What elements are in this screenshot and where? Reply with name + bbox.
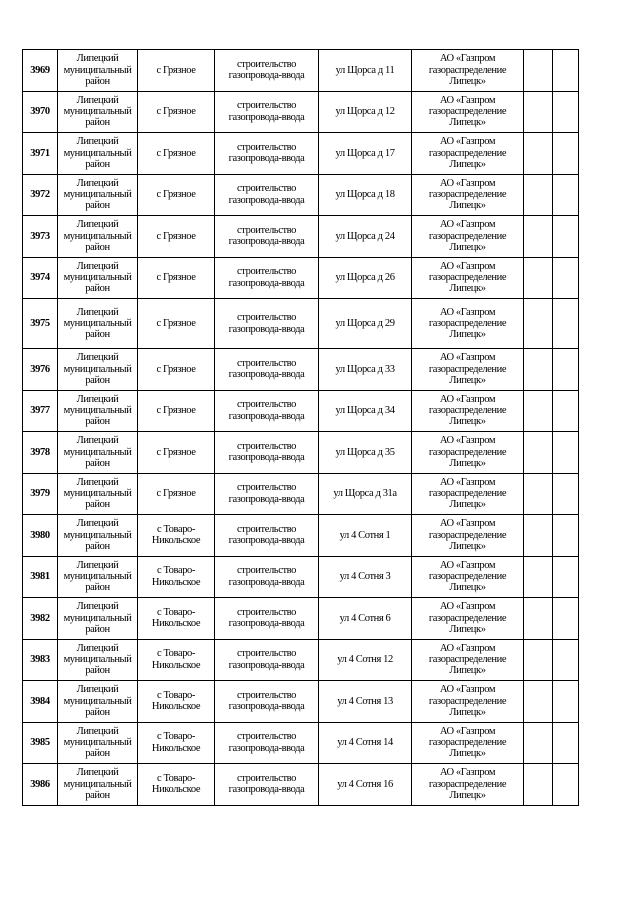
empty-cell	[524, 91, 553, 133]
settlement-cell: с Грязное	[138, 50, 215, 92]
table-row	[23, 349, 579, 391]
table-row	[23, 257, 579, 299]
settlement-cell: с Грязное	[138, 257, 215, 299]
empty-cell	[524, 174, 553, 216]
district-cell: Липецкий муниципальный район	[58, 764, 138, 806]
settlement-cell: с Грязное	[138, 473, 215, 515]
work-type-cell: строительство газопровода-ввода	[215, 299, 319, 349]
district-cell: Липецкий муниципальный район	[58, 556, 138, 598]
district-cell: Липецкий муниципальный район	[58, 299, 138, 349]
owner-cell: АО «Газпром газораспределение Липецк»	[412, 515, 524, 557]
empty-cell	[553, 432, 579, 474]
settlement-cell: с Товаро-Никольское	[138, 515, 215, 557]
empty-cell	[553, 681, 579, 723]
settlement-cell: с Грязное	[138, 349, 215, 391]
empty-cell	[553, 515, 579, 557]
address-cell: ул Щорса д 12	[319, 91, 412, 133]
district-cell: Липецкий муниципальный район	[58, 349, 138, 391]
district-cell: Липецкий муниципальный район	[58, 133, 138, 175]
empty-cell	[524, 299, 553, 349]
empty-cell	[553, 50, 579, 92]
work-type-cell: строительство газопровода-ввода	[215, 639, 319, 681]
work-type-cell: строительство газопровода-ввода	[215, 432, 319, 474]
work-type-cell: строительство газопровода-ввода	[215, 598, 319, 640]
owner-cell: АО «Газпром газораспределение Липецк»	[412, 681, 524, 723]
empty-cell	[553, 598, 579, 640]
table-row	[23, 639, 579, 681]
owner-cell: АО «Газпром газораспределение Липецк»	[412, 299, 524, 349]
table-row	[23, 216, 579, 258]
owner-cell: АО «Газпром газораспределение Липецк»	[412, 473, 524, 515]
empty-cell	[553, 299, 579, 349]
row-number: 3985	[23, 722, 58, 764]
empty-cell	[524, 515, 553, 557]
empty-cell	[524, 473, 553, 515]
settlement-cell: с Грязное	[138, 174, 215, 216]
settlement-cell: с Грязное	[138, 216, 215, 258]
work-type-cell: строительство газопровода-ввода	[215, 515, 319, 557]
district-cell: Липецкий муниципальный район	[58, 50, 138, 92]
work-type-cell: строительство газопровода-ввода	[215, 764, 319, 806]
table-row	[23, 722, 579, 764]
district-cell: Липецкий муниципальный район	[58, 639, 138, 681]
empty-cell	[553, 174, 579, 216]
work-type-cell: строительство газопровода-ввода	[215, 349, 319, 391]
empty-cell	[553, 639, 579, 681]
row-number: 3976	[23, 349, 58, 391]
settlement-cell: с Грязное	[138, 133, 215, 175]
table-row	[23, 681, 579, 723]
empty-cell	[553, 764, 579, 806]
owner-cell: АО «Газпром газораспределение Липецк»	[412, 50, 524, 92]
district-cell: Липецкий муниципальный район	[58, 432, 138, 474]
settlement-cell: с Грязное	[138, 91, 215, 133]
district-cell: Липецкий муниципальный район	[58, 390, 138, 432]
empty-cell	[524, 257, 553, 299]
empty-cell	[553, 390, 579, 432]
district-cell: Липецкий муниципальный район	[58, 473, 138, 515]
table-row	[23, 50, 579, 92]
owner-cell: АО «Газпром газораспределение Липецк»	[412, 349, 524, 391]
work-type-cell: строительство газопровода-ввода	[215, 133, 319, 175]
owner-cell: АО «Газпром газораспределение Липецк»	[412, 556, 524, 598]
work-type-cell: строительство газопровода-ввода	[215, 257, 319, 299]
settlement-cell: с Товаро-Никольское	[138, 556, 215, 598]
row-number: 3975	[23, 299, 58, 349]
empty-cell	[553, 91, 579, 133]
settlement-cell: с Товаро-Никольское	[138, 681, 215, 723]
address-cell: ул Щорса д 31а	[319, 473, 412, 515]
owner-cell: АО «Газпром газораспределение Липецк»	[412, 639, 524, 681]
row-number: 3979	[23, 473, 58, 515]
table-row	[23, 91, 579, 133]
settlement-cell: с Товаро-Никольское	[138, 722, 215, 764]
empty-cell	[524, 216, 553, 258]
table-row	[23, 390, 579, 432]
district-cell: Липецкий муниципальный район	[58, 722, 138, 764]
empty-cell	[524, 349, 553, 391]
table-row	[23, 764, 579, 806]
work-type-cell: строительство газопровода-ввода	[215, 50, 319, 92]
empty-cell	[553, 133, 579, 175]
empty-cell	[524, 764, 553, 806]
owner-cell: АО «Газпром газораспределение Липецк»	[412, 174, 524, 216]
row-number: 3980	[23, 515, 58, 557]
district-cell: Липецкий муниципальный район	[58, 257, 138, 299]
row-number: 3986	[23, 764, 58, 806]
district-cell: Липецкий муниципальный район	[58, 174, 138, 216]
settlement-cell: с Товаро-Никольское	[138, 639, 215, 681]
empty-cell	[524, 598, 553, 640]
owner-cell: АО «Газпром газораспределение Липецк»	[412, 216, 524, 258]
empty-cell	[524, 722, 553, 764]
empty-cell	[553, 722, 579, 764]
address-cell: ул 4 Сотня 3	[319, 556, 412, 598]
district-cell: Липецкий муниципальный район	[58, 91, 138, 133]
table-row	[23, 598, 579, 640]
row-number: 3978	[23, 432, 58, 474]
empty-cell	[553, 349, 579, 391]
empty-cell	[553, 216, 579, 258]
empty-cell	[524, 639, 553, 681]
row-number: 3981	[23, 556, 58, 598]
row-number: 3970	[23, 91, 58, 133]
address-cell: ул 4 Сотня 12	[319, 639, 412, 681]
row-number: 3974	[23, 257, 58, 299]
settlement-cell: с Грязное	[138, 390, 215, 432]
work-type-cell: строительство газопровода-ввода	[215, 473, 319, 515]
owner-cell: АО «Газпром газораспределение Липецк»	[412, 722, 524, 764]
work-type-cell: строительство газопровода-ввода	[215, 91, 319, 133]
work-type-cell: строительство газопровода-ввода	[215, 216, 319, 258]
empty-cell	[553, 473, 579, 515]
table-row	[23, 133, 579, 175]
owner-cell: АО «Газпром газораспределение Липецк»	[412, 133, 524, 175]
address-cell: ул Щорса д 35	[319, 432, 412, 474]
table-row	[23, 299, 579, 349]
empty-cell	[524, 133, 553, 175]
table-row	[23, 174, 579, 216]
row-number: 3973	[23, 216, 58, 258]
address-cell: ул Щорса д 34	[319, 390, 412, 432]
registry-table	[22, 49, 579, 806]
address-cell: ул Щорса д 26	[319, 257, 412, 299]
owner-cell: АО «Газпром газораспределение Липецк»	[412, 598, 524, 640]
district-cell: Липецкий муниципальный район	[58, 598, 138, 640]
row-number: 3971	[23, 133, 58, 175]
settlement-cell: с Грязное	[138, 432, 215, 474]
district-cell: Липецкий муниципальный район	[58, 681, 138, 723]
address-cell: ул Щорса д 18	[319, 174, 412, 216]
address-cell: ул 4 Сотня 16	[319, 764, 412, 806]
settlement-cell: с Грязное	[138, 299, 215, 349]
address-cell: ул Щорса д 17	[319, 133, 412, 175]
settlement-cell: с Товаро-Никольское	[138, 764, 215, 806]
work-type-cell: строительство газопровода-ввода	[215, 722, 319, 764]
owner-cell: АО «Газпром газораспределение Липецк»	[412, 91, 524, 133]
address-cell: ул 4 Сотня 13	[319, 681, 412, 723]
district-cell: Липецкий муниципальный район	[58, 216, 138, 258]
table-row	[23, 515, 579, 557]
row-number: 3972	[23, 174, 58, 216]
empty-cell	[553, 257, 579, 299]
owner-cell: АО «Газпром газораспределение Липецк»	[412, 257, 524, 299]
empty-cell	[524, 681, 553, 723]
address-cell: ул 4 Сотня 1	[319, 515, 412, 557]
owner-cell: АО «Газпром газораспределение Липецк»	[412, 390, 524, 432]
district-cell: Липецкий муниципальный район	[58, 515, 138, 557]
address-cell: ул Щорса д 33	[319, 349, 412, 391]
owner-cell: АО «Газпром газораспределение Липецк»	[412, 432, 524, 474]
work-type-cell: строительство газопровода-ввода	[215, 390, 319, 432]
work-type-cell: строительство газопровода-ввода	[215, 174, 319, 216]
registry-rows	[23, 50, 579, 806]
address-cell: ул Щорса д 24	[319, 216, 412, 258]
owner-cell: АО «Газпром газораспределение Липецк»	[412, 764, 524, 806]
empty-cell	[524, 50, 553, 92]
row-number: 3984	[23, 681, 58, 723]
settlement-cell: с Товаро-Никольское	[138, 598, 215, 640]
table-row	[23, 473, 579, 515]
row-number: 3983	[23, 639, 58, 681]
empty-cell	[524, 556, 553, 598]
address-cell: ул Щорса д 11	[319, 50, 412, 92]
row-number: 3982	[23, 598, 58, 640]
table-row	[23, 556, 579, 598]
empty-cell	[524, 390, 553, 432]
table-row	[23, 432, 579, 474]
empty-cell	[553, 556, 579, 598]
address-cell: ул Щорса д 29	[319, 299, 412, 349]
row-number: 3969	[23, 50, 58, 92]
address-cell: ул 4 Сотня 6	[319, 598, 412, 640]
address-cell: ул 4 Сотня 14	[319, 722, 412, 764]
work-type-cell: строительство газопровода-ввода	[215, 556, 319, 598]
work-type-cell: строительство газопровода-ввода	[215, 681, 319, 723]
empty-cell	[524, 432, 553, 474]
row-number: 3977	[23, 390, 58, 432]
